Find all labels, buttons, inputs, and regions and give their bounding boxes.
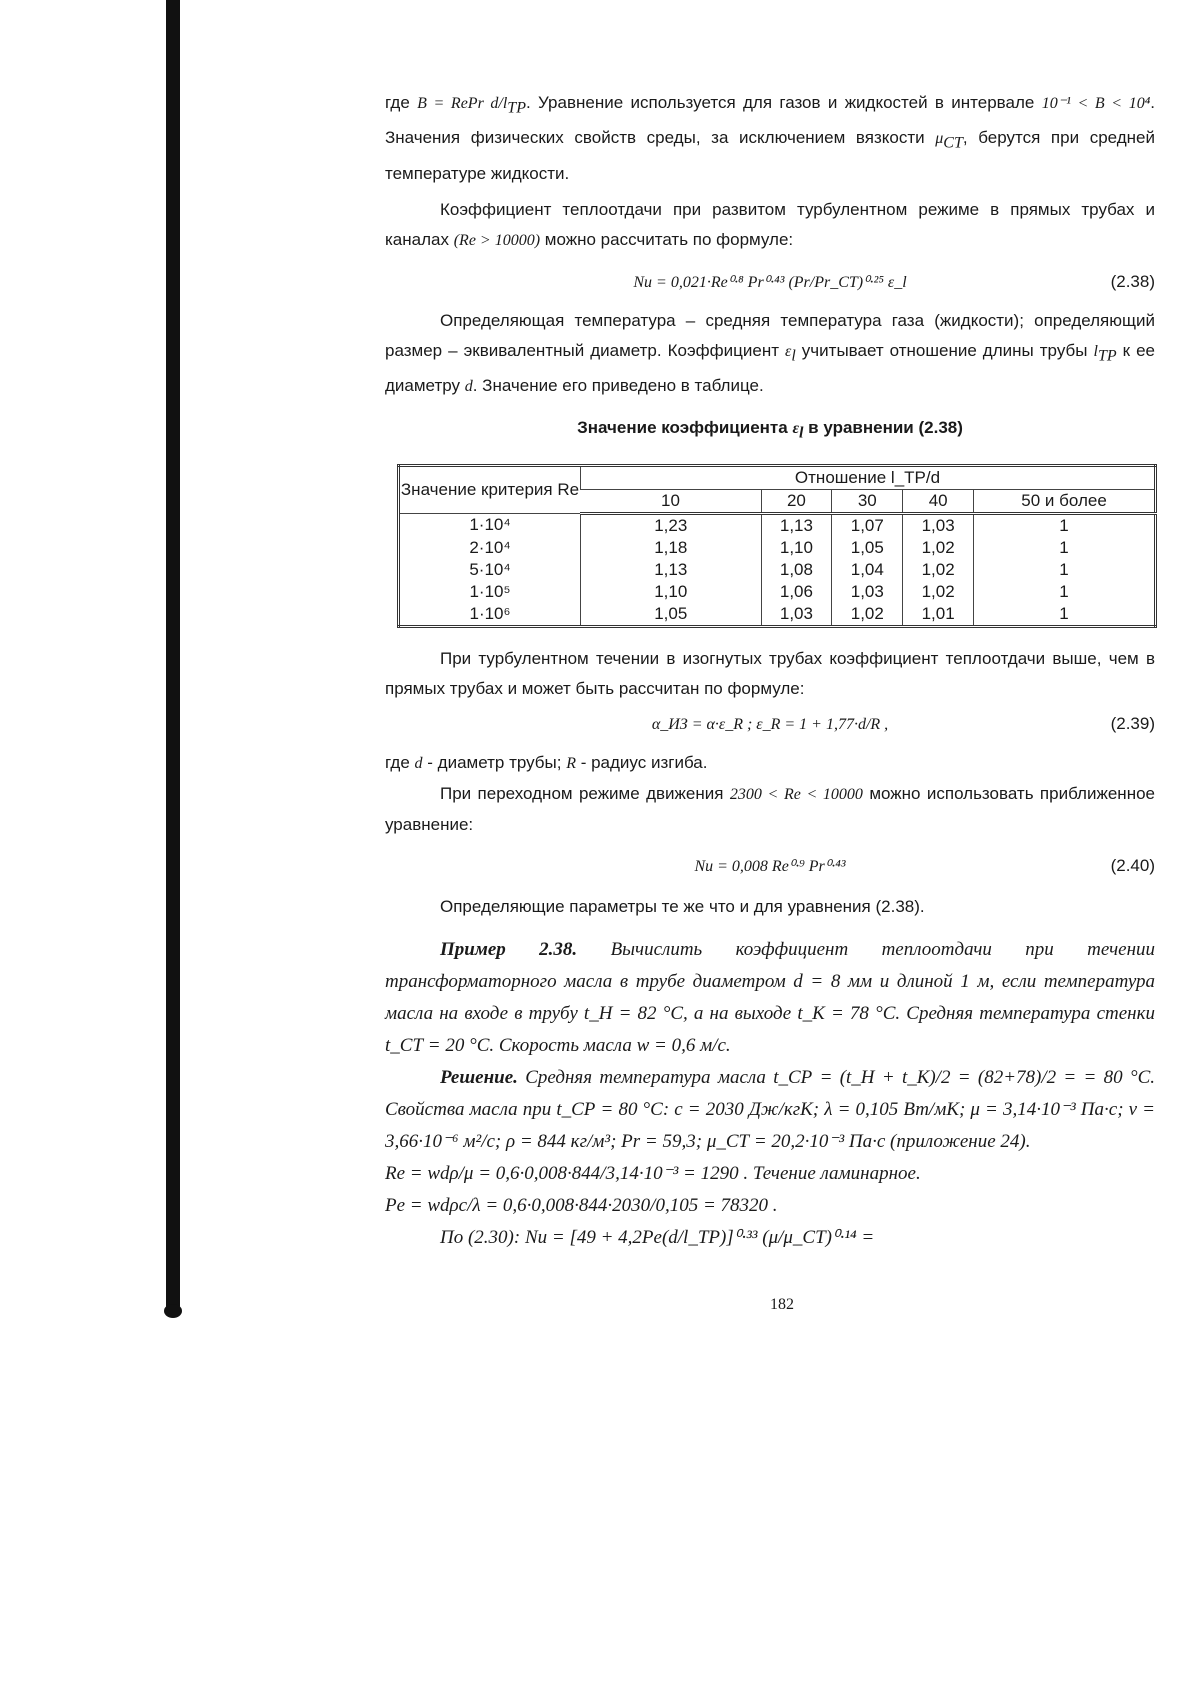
table-cell: 1·10⁶ <box>469 603 511 623</box>
paragraph-5: где d - диаметр трубы; R - радиус изгиба. <box>385 752 708 772</box>
table-cell: 1 <box>974 581 1156 603</box>
equation-formula: Nu = 0,021·Re⁰·⁸ Pr⁰·⁴³ (Pr/Pr_СТ)⁰·²⁵ ε_l <box>633 273 907 291</box>
table-cell: 1,07 <box>832 513 903 537</box>
solution-heading: Решение. <box>440 1066 518 1088</box>
table-cell: 1,02 <box>903 581 974 603</box>
table-cell: 1,06 <box>761 581 832 603</box>
peclet-calc: Pe = wdρc/λ = 0,6·0,008·844·2030/0,105 = 78320 . <box>385 1194 778 1216</box>
table-cell: 1,03 <box>761 603 832 627</box>
paragraph-7: Определяющие параметры те же что и для уравнения (2.38). <box>440 896 925 916</box>
table-title: Значение коэффициента $\varepsilon_l$ в уравнении (2.38) <box>577 418 963 442</box>
table-cell: 1 <box>974 537 1156 559</box>
column-header: 30 <box>832 489 903 513</box>
table-cell: 1,23 <box>581 513 762 537</box>
table-cell: 1 <box>974 603 1156 627</box>
table-cell: 1,13 <box>761 513 832 537</box>
equation-number: (2.39) <box>1110 713 1155 733</box>
table-cell: 1·10⁴ <box>469 515 511 535</box>
equation-2-39 <box>385 704 1155 744</box>
equation-formula: Nu = 0,008 Re⁰·⁹ Pr⁰·⁴³ <box>694 857 846 875</box>
paragraph-6: При переходном режиме движения 2300 < Re < 10000 можно использовать приближенное уравнение: <box>385 783 1155 834</box>
nusselt-calc: По (2.30): Nu = [49 + 4,2Pe(d/l_ТР)]⁰·³³ (μ/μ_СТ)⁰·¹⁴ = <box>440 1226 875 1248</box>
column-header: 40 <box>903 489 974 513</box>
table-cell: 1,03 <box>903 513 974 537</box>
column-header: 10 <box>581 489 762 513</box>
reynolds-calc: Re = wdρ/μ = 0,6·0,008·844/3,14·10⁻³ = 1290 . Течение ламинарное. <box>385 1162 921 1184</box>
table-row <box>399 513 1156 537</box>
table-cell: 1,03 <box>832 581 903 603</box>
table-cell: 1,13 <box>581 559 762 581</box>
table-cell: 1,01 <box>903 603 974 627</box>
solution-statement: Решение. Средняя температура масла t_СР = (t_Н + t_К)/2 = (82+78)/2 = = 80 °C. Свойства масла при t_СР = 80 °C: c = 2030 Дж/кгК; λ = 0,105 Вт/мК; μ = 3,14·10⁻³ Па·с; ν = 3,66·10⁻⁶ м²/с; ρ = 844 кг/м³; Pr = 59,3; μ_СТ = 20,2·10⁻³ Па·с (приложение 24). <box>385 1066 1155 1152</box>
column-group-header: Отношение l_ТР/d <box>581 465 1156 489</box>
equation-number: (2.38) <box>1110 271 1155 291</box>
column-header: 20 <box>761 489 832 513</box>
table-cell: 1,10 <box>761 537 832 559</box>
table-row <box>399 603 1156 627</box>
table-cell: 2·10⁴ <box>469 537 511 557</box>
page-content <box>385 88 1155 1254</box>
table-cell: 1,02 <box>903 559 974 581</box>
column-header-re: Значение критерия Re <box>399 465 581 513</box>
table-cell: 1,05 <box>581 603 762 627</box>
page-number: 182 <box>770 1296 794 1313</box>
table-cell: 1,02 <box>903 537 974 559</box>
table-cell: 1,10 <box>581 581 762 603</box>
paragraph-2: Коэффициент теплоотдачи при развитом турбулентном режиме в прямых трубах и каналах (Re > 10000) можно рассчитать по формуле: <box>385 199 1155 249</box>
binding-shadow <box>166 0 180 1312</box>
example-block <box>385 934 1155 1254</box>
table-cell: 1,02 <box>832 603 903 627</box>
table-row <box>399 559 1156 581</box>
equation-number: (2.40) <box>1110 855 1155 875</box>
table-cell: 1 <box>974 559 1156 581</box>
column-header: 50 и более <box>974 489 1156 513</box>
table-row <box>399 581 1156 603</box>
table-cell: 1,08 <box>761 559 832 581</box>
paragraph-1: где B = RePr $d/l_{ТР}$. Уравнение используется для газов и жидкостей в интервале 10⁻¹ < B < 10⁴. Значения физических свойств среды, за исключением вязкости $\mu_{СТ}$, берутся при средней температуре жидкости. <box>385 93 1156 183</box>
table-row <box>399 537 1156 559</box>
table-cell: 1·10⁵ <box>469 581 511 601</box>
coefficient-table <box>397 464 1157 628</box>
table-cell: 1,18 <box>581 537 762 559</box>
table-cell: 1,05 <box>832 537 903 559</box>
table-cell: 1 <box>974 513 1156 537</box>
equation-2-40 <box>385 846 1155 886</box>
paragraph-4: При турбулентном течении в изогнутых трубах коэффициент теплоотдачи выше, чем в прямых трубах и может быть рассчитан по формуле: <box>385 648 1155 698</box>
example-statement: Пример 2.38. Вычислить коэффициент теплоотдачи при течении трансформаторного масла в трубе диаметром d = 8 мм и длиной 1 м, если температура масла на входе в трубу t_Н = 82 °C, а на выходе t_К = 78 °C. Средняя температура стенки t_СТ = 20 °C. Скорость масла w = 0,6 м/с. <box>385 938 1155 1056</box>
table-cell: 5·10⁴ <box>469 559 511 579</box>
paragraph-3: Определяющая температура – средняя температура газа (жидкости); определяющий размер – эквивалентный диаметр. Коэффициент $\varepsilon_l$ учитывает отношение длины трубы $l_{ТР}$ к ее диаметру d. Значение его приведено в таблице. <box>385 310 1155 396</box>
example-heading: Пример 2.38. <box>440 938 578 960</box>
equation-formula: α_ИЗ = α·ε_R ; ε_R = 1 + 1,77·d/R , <box>651 715 889 733</box>
equation-2-38 <box>385 262 1155 302</box>
table-cell: 1,04 <box>832 559 903 581</box>
